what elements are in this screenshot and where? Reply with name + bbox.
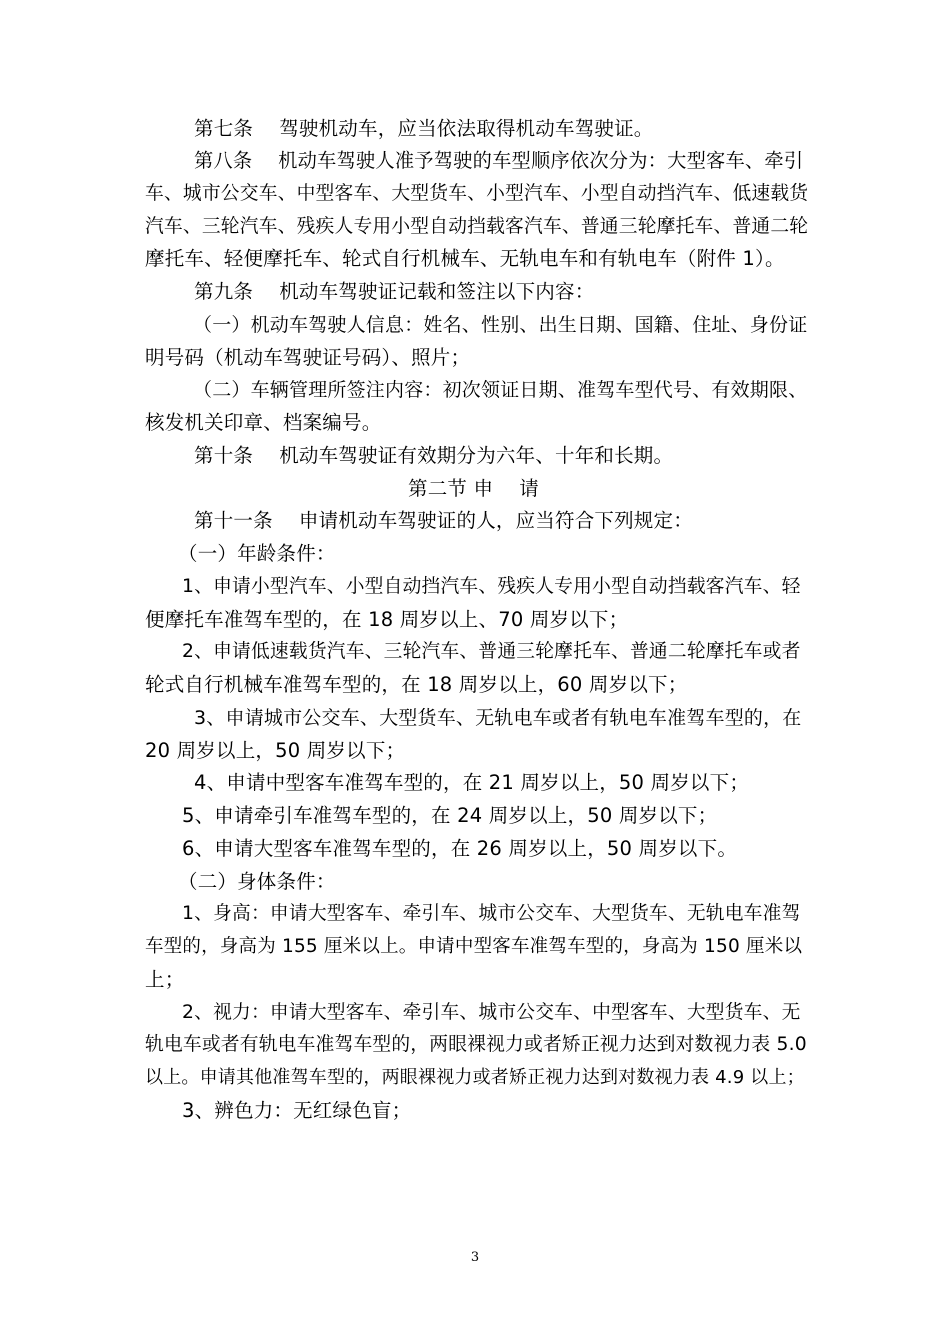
article-11: 第十一条 申请机动车驾驶证的人，应当符合下列规定： (194, 509, 693, 532)
article-8-line-2: 车、城市公交车、中型客车、大型货车、小型汽车、小型自动挡汽车、低速载货 (145, 183, 809, 204)
age-item-1-line-1: 1、申请小型汽车、小型自动挡汽车、残疾人专用小型自动挡载客汽车、轻 (182, 576, 801, 597)
body-item-2-line-2: 轨电车或者有轨电车准驾车型的，两眼裸视力或者矫正视力达到对数视力表 5.0 (145, 1034, 807, 1055)
article-8-line-3: 汽车、三轮汽车、残疾人专用小型自动挡载客汽车、普通三轮摩托车、普通二轮 (145, 216, 809, 237)
article-9-item-1-line-2: 明号码（机动车驾驶证号码）、照片； (145, 346, 471, 369)
article-8-line-4: 摩托车、轻便摩托车、轮式自行机械车、无轨电车和有轨电车（附件 1）。 (145, 247, 785, 270)
article-9-item-2-line-1: （二）车辆管理所签注内容：初次领证日期、准驾车型代号、有效期限、 (193, 379, 808, 401)
body-item-3: 3、辨色力：无红绿色盲； (182, 1099, 412, 1122)
page-number: 3 (470, 1250, 480, 1265)
article-10: 第十条 机动车驾驶证有效期分为六年、十年和长期。 (194, 444, 674, 467)
age-item-1-line-2: 便摩托车准驾车型的，在 18 周岁以上、70 周岁以下； (145, 608, 629, 631)
body-item-1-line-2: 车型的，身高为 155 厘米以上。申请中型客车准驾车型的，身高为 150 厘米以 (145, 936, 803, 957)
body-conditions-heading: （二）身体条件： (178, 870, 336, 893)
section-heading: 第二节 申 请 (408, 477, 539, 500)
age-item-2-line-1: 2、申请低速载货汽车、三轮汽车、普通三轮摩托车、普通二轮摩托车或者 (182, 641, 801, 662)
article-9: 第九条 机动车驾驶证记载和签注以下内容： (194, 280, 595, 303)
age-conditions-heading: （一）年龄条件： (178, 542, 336, 565)
article-9-item-2-line-2: 核发机关印章、档案编号。 (145, 411, 382, 434)
article-7: 第七条 驾驶机动车，应当依法取得机动车驾驶证。 (194, 117, 654, 140)
age-item-3-line-2: 20 周岁以上，50 周岁以下； (145, 739, 406, 762)
age-item-3-line-1: 3、申请城市公交车、大型货车、无轨电车或者有轨电车准驾车型的，在 (194, 707, 802, 729)
body-item-1-line-1: 1、身高：申请大型客车、牵引车、城市公交车、大型货车、无轨电车准驾 (182, 903, 801, 924)
age-item-5: 5、申请牵引车准驾车型的，在 24 周岁以上，50 周岁以下； (182, 804, 718, 827)
age-item-4: 4、申请中型客车准驾车型的，在 21 周岁以上，50 周岁以下； (194, 771, 750, 794)
body-item-2-line-3: 以上。申请其他准驾车型的，两眼裸视力或者矫正视力达到对数视力表 4.9 以上； (145, 1067, 805, 1088)
age-item-6: 6、申请大型客车准驾车型的，在 26 周岁以上，50 周岁以下。 (182, 837, 738, 860)
body-item-2-line-1: 2、视力：申请大型客车、牵引车、城市公交车、中型客车、大型货车、无 (182, 1002, 801, 1023)
article-9-item-1-line-1: （一）机动车驾驶人信息：姓名、性别、出生日期、国籍、住址、身份证 (193, 314, 808, 336)
article-8-line-1: 第八条 机动车驾驶人准予驾驶的车型顺序依次分为：大型客车、牵引 (194, 149, 804, 172)
age-item-2-line-2: 轮式自行机械车准驾车型的，在 18 周岁以上，60 周岁以下； (145, 673, 688, 696)
body-item-1-line-3: 上； (145, 968, 185, 991)
